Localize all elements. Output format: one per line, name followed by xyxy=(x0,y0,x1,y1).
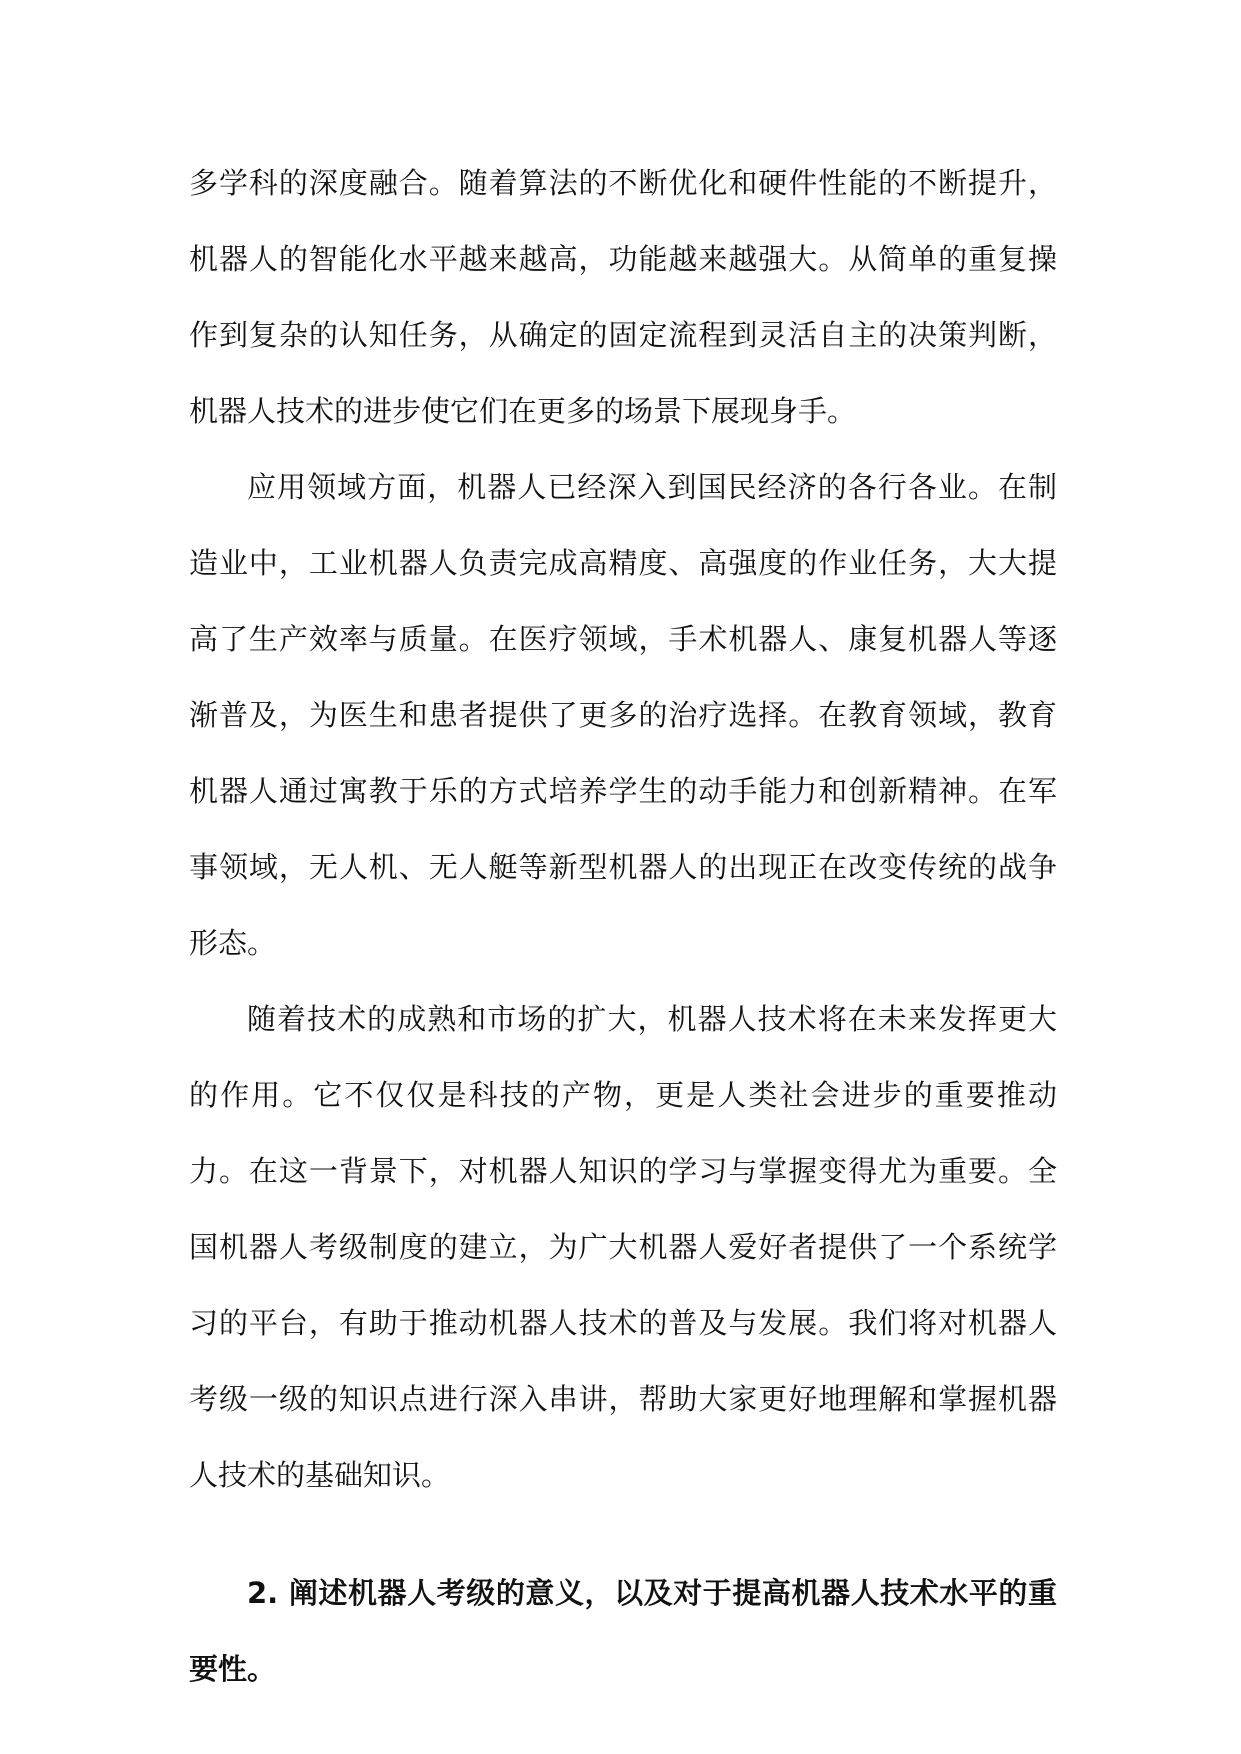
paragraph-continuation: 多学科的深度融合。随着算法的不断优化和硬件性能的不断提升，机器人的智能化水平越来越高，功能越来越强大。从简单的重复操作到复杂的认知任务，从确定的固定流程到灵活自主的决策判断，机器人技术的进步使它们在更多的场景下展现身手。 xyxy=(189,166,1057,428)
section-heading: 2. 阐述机器人考级的意义，以及对于提高机器人技术水平的重要性。 xyxy=(189,1576,1057,1686)
paragraph-application-fields: 应用领域方面，机器人已经深入到国民经济的各行各业。在制造业中，工业机器人负责完成高精度、高强度的作业任务，大大提高了生产效率与质量。在医疗领域，手术机器人、康复机器人等逐渐普及，为医生和患者提供了更多的治疗选择。在教育领域，教育机器人通过寓教于乐的方式培养学生的动手能力和创新精神。在军事领域，无人机、无人艇等新型机器人的出现正在改变传统的战争形态。 xyxy=(189,470,1057,960)
document-body xyxy=(189,145,1057,1707)
paragraph-future-development: 随着技术的成熟和市场的扩大，机器人技术将在未来发挥更大的作用。它不仅仅是科技的产物，更是人类社会进步的重要推动力。在这一背景下，对机器人知识的学习与掌握变得尤为重要。全国机器人考级制度的建立，为广大机器人爱好者提供了一个系统学习的平台，有助于推动机器人技术的普及与发展。我们将对机器人考级一级的知识点进行深入串讲，帮助大家更好地理解和掌握机器人技术的基础知识。 xyxy=(189,1002,1057,1492)
